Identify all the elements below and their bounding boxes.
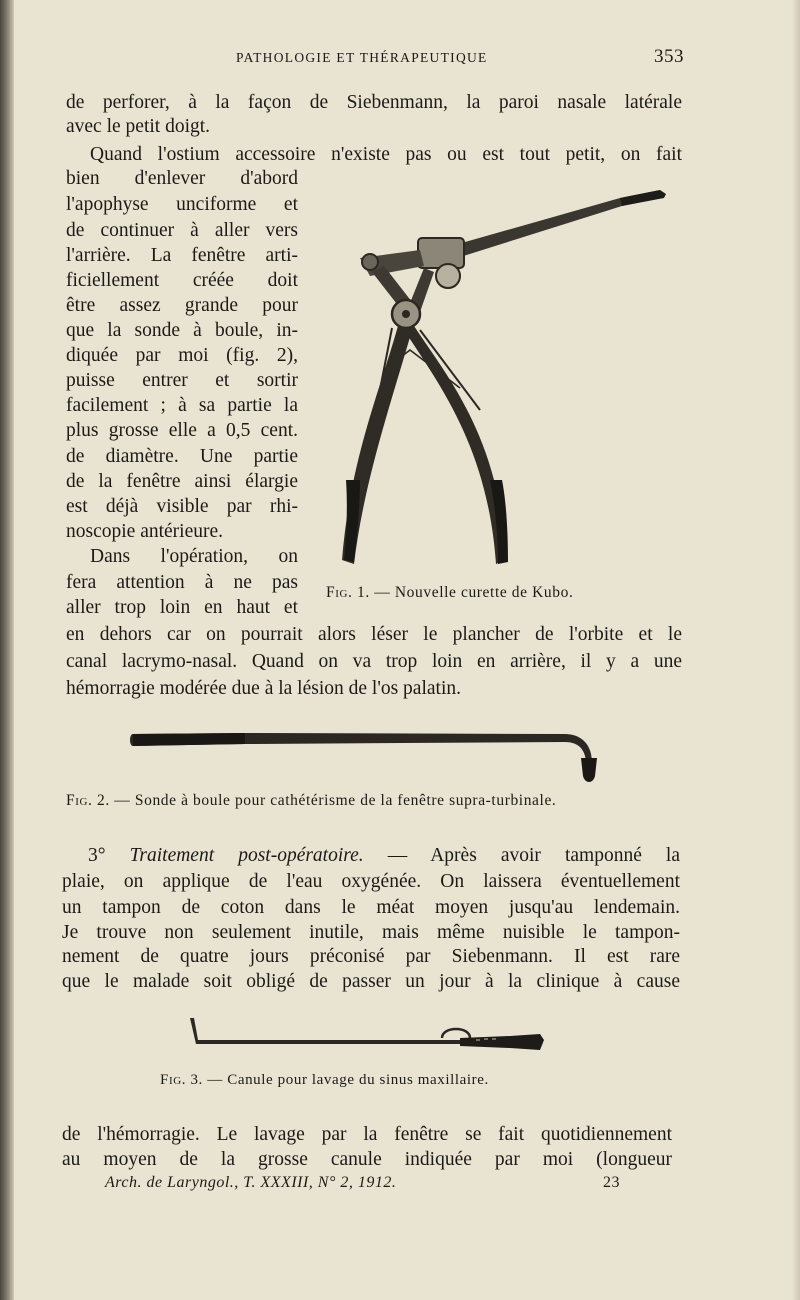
running-head	[66, 48, 684, 70]
text-line: être assez grande pour	[66, 295, 298, 316]
section-first-line-text: — Après avoir tamponné la	[387, 845, 681, 866]
section-heading-line	[88, 845, 680, 867]
text-line: en dehors car on pourrait alors léser le plancher de l'orbite et le	[66, 624, 682, 645]
fig3-caption-text: — Canule pour lavage du sinus maxillaire.	[207, 1072, 489, 1088]
text-line: un tampon de coton dans le méat moyen jusqu'au lendemain.	[62, 897, 680, 918]
text-line: nement de quatre jours préconisé par Siebenmann. Il est rare	[62, 946, 680, 967]
text-line: hémorragie modérée due à la lésion de l'os palatin.	[66, 678, 461, 699]
text-line: ficiellement créée doit	[66, 270, 298, 291]
text-line: de perforer, à la façon de Siebenmann, la paroi nasale latérale	[66, 92, 682, 113]
fig3-label: Fig. 3.	[160, 1072, 203, 1088]
text-line: de la fenêtre ainsi élargie	[66, 471, 298, 492]
fig1-label: Fig. 1.	[326, 584, 370, 601]
text-line: puisse entrer et sortir	[66, 370, 298, 391]
text-line: est déjà visible par rhi-	[66, 496, 298, 517]
fig1-curette-illustration	[320, 180, 680, 580]
text-line: que le malade soit obligé de passer un jour à la clinique à cause	[62, 971, 680, 992]
section-title: Traitement post-opératoire.	[129, 845, 364, 866]
fig2-caption	[66, 792, 556, 810]
text-line: fera attention à ne pas	[66, 572, 298, 593]
text-line: Dans l'opération, on	[90, 546, 298, 567]
text-line: plaie, on applique de l'eau oxygénée. On laissera éventuellement	[62, 871, 680, 892]
page-binding-edge	[0, 0, 14, 1300]
page-footer	[105, 1174, 620, 1196]
page-right-edge	[792, 0, 800, 1300]
text-line: avec le petit doigt.	[66, 116, 211, 137]
fig1-caption	[326, 584, 573, 602]
footer-citation: Arch. de Laryngol., T. XXXIII, N° 2, 1912.	[105, 1174, 397, 1191]
text-line: Quand l'ostium accessoire n'existe pas ou est tout petit, on fait	[90, 144, 682, 165]
text-line: diquée par moi (fig. 2),	[66, 345, 298, 366]
text-line: l'apophyse unciforme et	[66, 194, 298, 215]
fig3-cannula-illustration	[180, 1010, 550, 1060]
text-line: l'arrière. La fenêtre arti-	[66, 245, 298, 266]
text-line: canal lacrymo-nasal. Quand on va trop loin en arrière, il y a une	[66, 651, 682, 672]
fig2-label: Fig. 2.	[66, 792, 110, 809]
text-line: facilement ; à sa partie la	[66, 395, 298, 416]
text-line: que la sonde à boule, in-	[66, 320, 298, 341]
footer-signature: 23	[603, 1174, 620, 1191]
text-line: Je trouve non seulement inutile, mais même nuisible le tampon-	[62, 922, 680, 943]
fig3-caption	[160, 1072, 489, 1089]
page-number: 353	[654, 46, 684, 67]
fig2-probe-illustration	[125, 720, 615, 790]
text-line: plus grosse elle a 0,5 cent.	[66, 420, 298, 441]
section-number: 3°	[88, 845, 106, 866]
text-line: aller trop loin en haut et	[66, 597, 298, 618]
text-line: de diamètre. Une partie	[66, 446, 298, 467]
text-line: noscopie antérieure.	[66, 521, 224, 542]
fig1-caption-text: — Nouvelle curette de Kubo.	[374, 584, 574, 601]
text-line: au moyen de la grosse canule indiquée par moi (longueur	[62, 1149, 672, 1170]
text-line: de l'hémorragie. Le lavage par la fenêtre se fait quotidiennement	[62, 1124, 672, 1145]
text-line: de continuer à aller vers	[66, 220, 298, 241]
text-line: bien d'enlever d'abord	[66, 168, 298, 189]
fig2-caption-text: — Sonde à boule pour cathétérisme de la fenêtre supra-turbinale.	[114, 792, 557, 809]
running-head-title: PATHOLOGIE ET THÉRAPEUTIQUE	[236, 50, 488, 65]
